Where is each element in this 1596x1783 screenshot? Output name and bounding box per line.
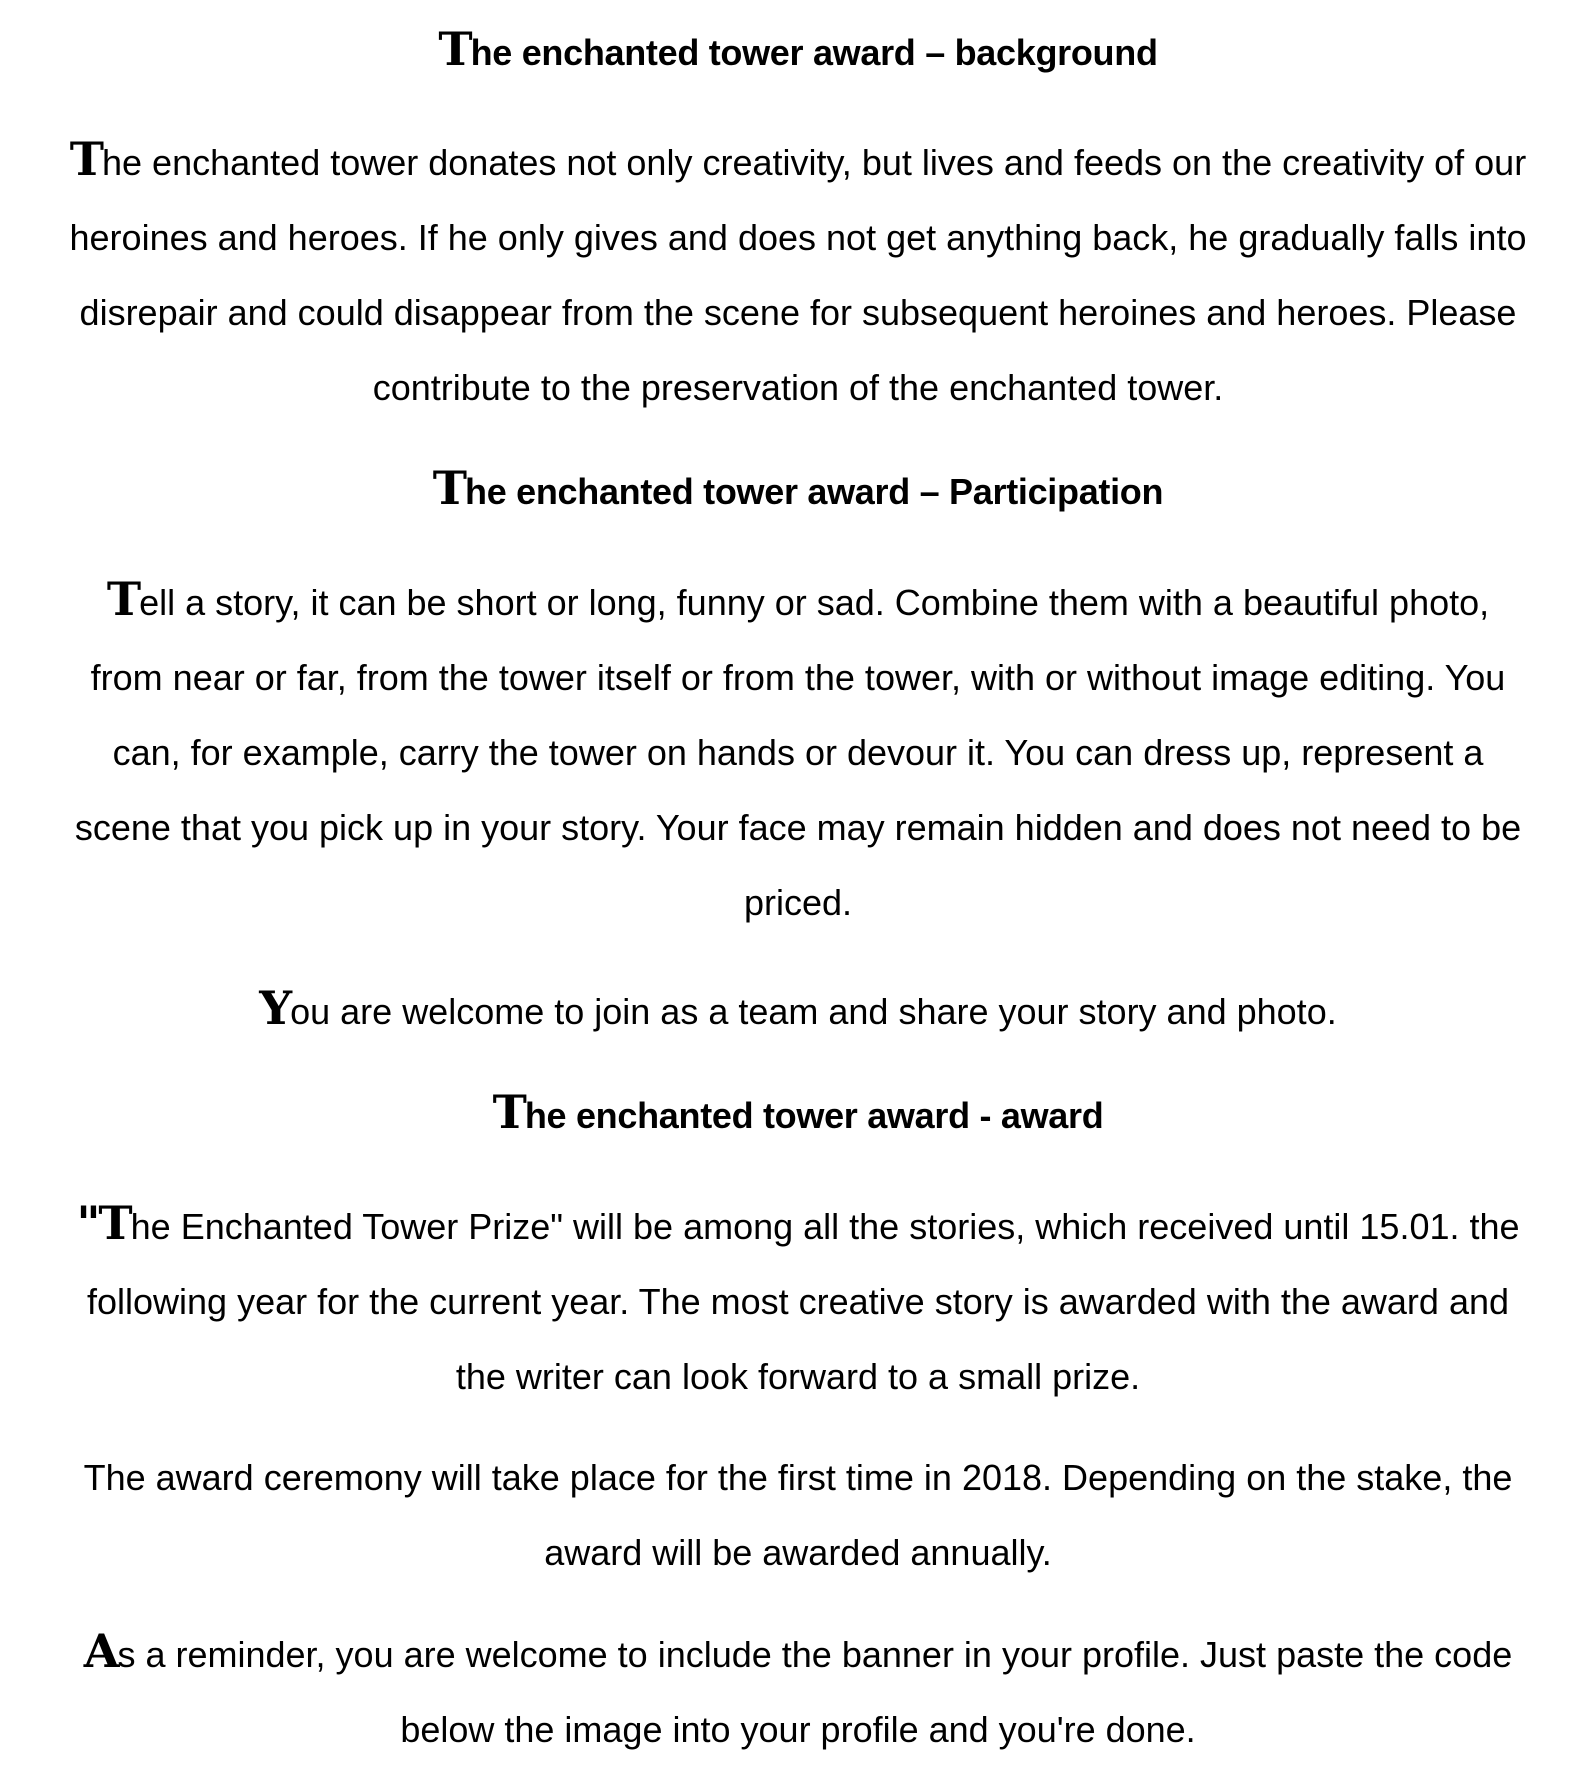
heading-background-initial: T	[438, 22, 471, 76]
paragraph-prize	[66, 1189, 1530, 1414]
heading-award-text: he enchanted tower award - award	[524, 1095, 1104, 1136]
heading-participation-text: he enchanted tower award – Participation	[465, 471, 1164, 512]
paragraph-participation	[66, 565, 1530, 940]
paragraph-background-text: he enchanted tower donates not only creativity, but lives and feeds on the creativity of our heroines and heroes. If he only gives and does not get anything back, he gradually falls into disrepair and could disappear from the scene for subsequent heroines and heroes. Please contribute to the preservation of the enchanted tower.	[69, 142, 1527, 408]
paragraph-reminder-initial: A	[83, 1624, 118, 1678]
paragraph-background	[66, 125, 1530, 425]
paragraph-team-text: ou are welcome to join as a team and share your story and photo.	[290, 991, 1337, 1032]
heading-participation	[0, 461, 1596, 515]
paragraph-background-initial: T	[69, 132, 103, 186]
paragraph-team-initial: Y	[259, 981, 291, 1035]
paragraph-ceremony: The award ceremony will take place for the first time in 2018. Depending on the stake, the award will be awarded annually.	[83, 1457, 1513, 1573]
paragraph-prize-text: he Enchanted Tower Prize" will be among all the stories, which received until 15.01. the following year for the current year. The most creative story is awarded with the award and the writer can look forward to a small prize.	[86, 1206, 1520, 1397]
paragraph-reminder	[66, 1617, 1530, 1767]
heading-award-initial: T	[492, 1085, 525, 1139]
paragraph-prize-initial: T	[98, 1196, 131, 1250]
heading-award	[0, 1085, 1596, 1139]
heading-participation-initial: T	[432, 461, 466, 515]
paragraph-reminder-text: s a reminder, you are welcome to include the banner in your profile. Just paste the code below the image into your profile and you're done.	[117, 1634, 1513, 1750]
paragraph-participation-initial: T	[106, 572, 140, 626]
heading-background-text: he enchanted tower award – background	[470, 32, 1158, 73]
heading-background	[0, 22, 1596, 76]
paragraph-participation-text: ell a story, it can be short or long, funny or sad. Combine them with a beautiful photo, from near or far, from the tower itself or from the tower, with or without image editing. You can, for example, carry the tower on hands or devour it. You can dress up, represent a scene that you pick up in your story. Your face may remain hidden and does not need to be priced.	[74, 582, 1522, 923]
paragraph-prize-quote: "	[76, 1196, 99, 1250]
paragraph-team	[66, 974, 1530, 1049]
